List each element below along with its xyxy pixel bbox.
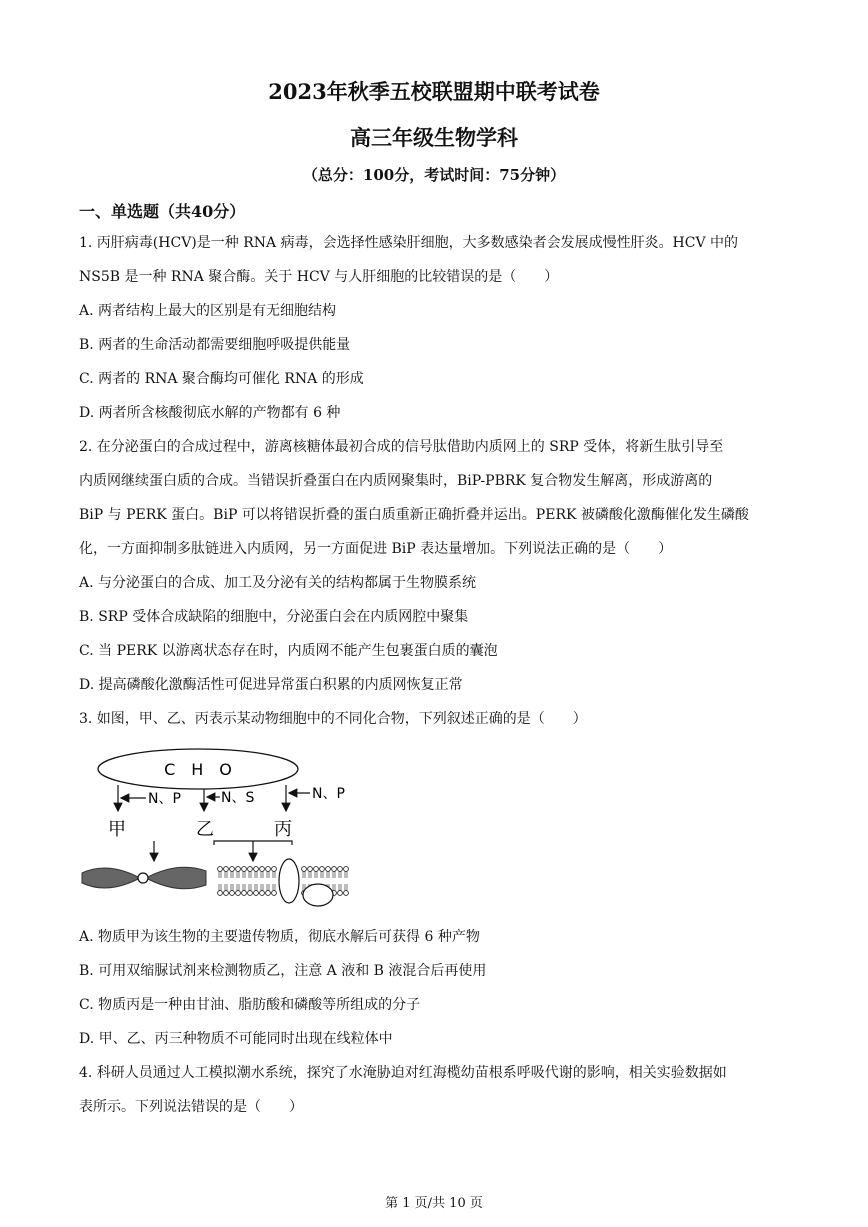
- question-2-option-b: B. SRP 受体合成缺陷的细胞中，分泌蛋白会在内质网腔中聚集: [79, 609, 469, 625]
- exam-title: 2023年秋季五校联盟期中联考试卷: [268, 79, 600, 104]
- question-1-option-a: A. 两者结构上最大的区别是有无细胞结构: [79, 303, 337, 319]
- np-label-2: N、P: [312, 786, 345, 802]
- question-3-option-a: A. 物质甲为该生物的主要遗传物质，彻底水解后可获得 6 种产物: [79, 929, 480, 945]
- question-3-option-d: D. 甲、乙、丙三种物质不可能同时出现在线粒体中: [79, 1031, 393, 1047]
- page-footer: 第 1 页/共 10 页: [385, 1196, 483, 1211]
- ns-label: N、S: [221, 790, 255, 806]
- question-4-line-1: 4. 科研人员通过人工模拟潮水系统，探究了水淹胁迫对红海榄幼苗根系呼吸代谢的影响，相关实验数据如: [79, 1065, 727, 1081]
- question-3-line-1: 3. 如图，甲、乙、丙表示某动物细胞中的不同化合物，下列叙述正确的是（ ）: [79, 711, 587, 727]
- exam-info: （总分：100分，考试时间：75分钟）: [302, 166, 566, 184]
- section-heading: 一、单选题（共40分）: [79, 202, 246, 221]
- question-1-option-c: C. 两者的 RNA 聚合酶均可催化 RNA 的形成: [79, 371, 364, 387]
- membrane-shape: [218, 859, 349, 906]
- np-label-1: N、P: [148, 791, 181, 807]
- chromosome-shape: [82, 867, 206, 888]
- question-1-option-d: D. 两者所含核酸彻底水解的产物都有 6 种: [79, 405, 341, 421]
- question-3-option-b: B. 可用双缩脲试剂来检测物质乙，注意 A 液和 B 液混合后再使用: [79, 963, 487, 979]
- label-yi: 乙: [196, 819, 214, 840]
- question-2-line-4: 化，一方面抑制多肽链进入内质网，另一方面促进 BiP 表达量增加。下列说法正确的是（ ）: [79, 541, 673, 557]
- question-3-option-c: C. 物质丙是一种由甘油、脂肪酸和磷酸等所组成的分子: [79, 997, 421, 1013]
- question-1-line-1: 1. 丙肝病毒(HCV)是一种 RNA 病毒，会选择性感染肝细胞，大多数感染者会发展成慢性肝炎。HCV 中的: [79, 235, 739, 251]
- question-4-line-2: 表所示。下列说法错误的是（ ）: [79, 1099, 303, 1115]
- exam-subtitle: 高三年级生物学科: [350, 125, 518, 150]
- question-2-line-1: 2. 在分泌蛋白的合成过程中，游离核糖体最初合成的信号肽借助内质网上的 SRP 受体，将新生肽引导至: [79, 439, 724, 455]
- question-2-line-2: 内质网继续蛋白质的合成。当错误折叠蛋白在内质网聚集时，BiP-PBRK 复合物发生解离，形成游离的: [79, 473, 713, 489]
- cho-label: C H O: [164, 760, 232, 779]
- question-2-option-a: A. 与分泌蛋白的合成、加工及分泌有关的结构都属于生物膜系统: [79, 575, 477, 591]
- question-2-line-3: BiP 与 PERK 蛋白。BiP 可以将错误折叠的蛋白质重新正确折叠并运出。PERK 被磷酸化激酶催化发生磷酸: [79, 507, 749, 523]
- question-1-option-b: B. 两者的生命活动都需要细胞呼吸提供能量: [79, 337, 351, 353]
- question-1-line-2: NS5B 是一种 RNA 聚合酶。关于 HCV 与人肝细胞的比较错误的是（ ）: [79, 269, 559, 285]
- label-bing: 丙: [274, 819, 292, 840]
- question-2-option-d: D. 提高磷酸化激酶活性可促进异常蛋白积累的内质网恢复正常: [79, 677, 463, 693]
- question-3-figure: [78, 745, 368, 915]
- label-jia: 甲: [108, 819, 126, 840]
- question-2-option-c: C. 当 PERK 以游离状态存在时，内质网不能产生包裹蛋白质的囊泡: [79, 643, 498, 659]
